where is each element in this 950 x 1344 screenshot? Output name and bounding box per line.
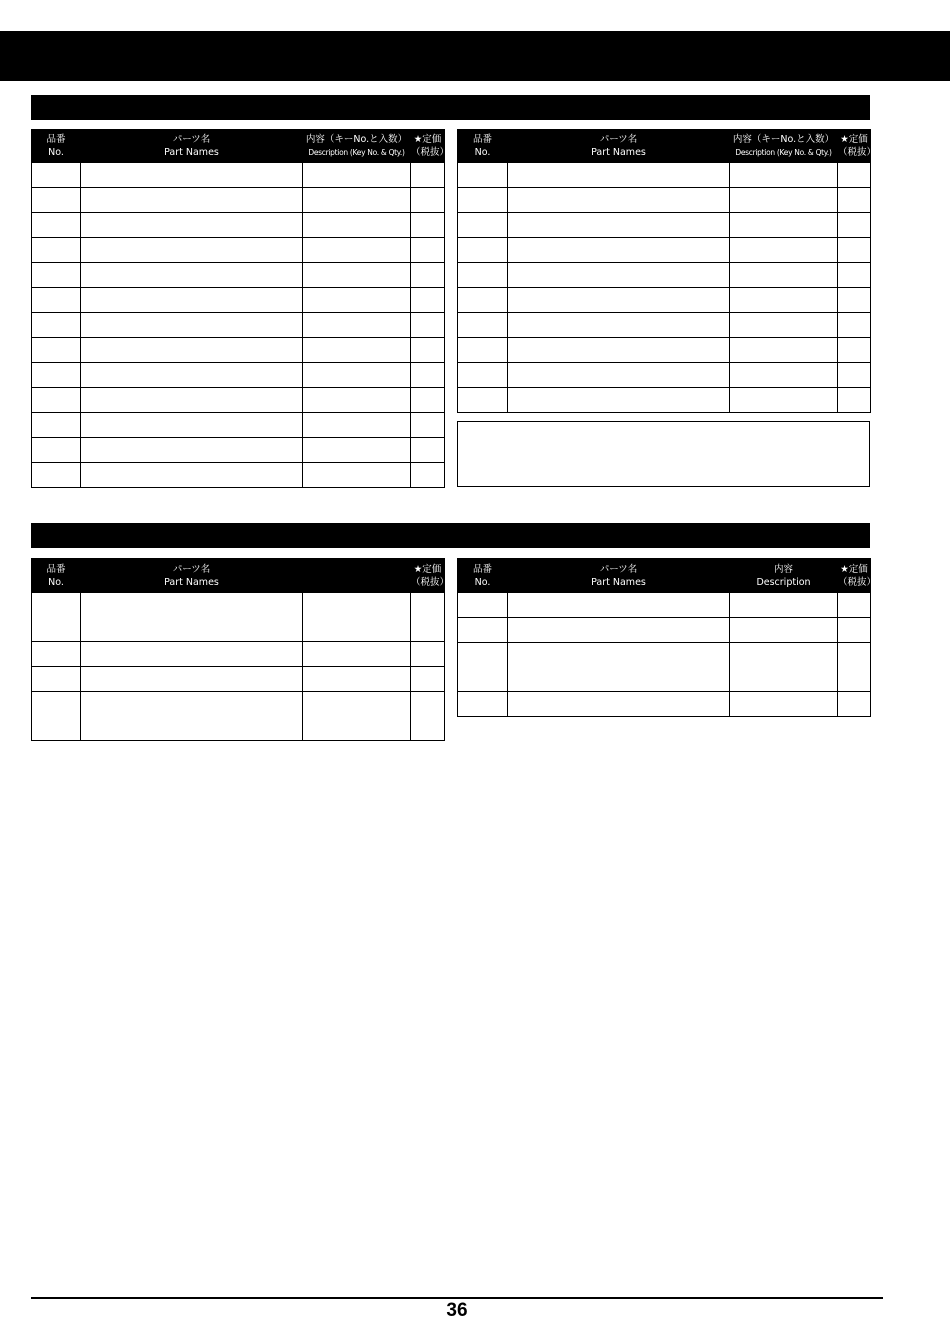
parts-table-3 (31, 558, 450, 741)
table-row (458, 363, 871, 388)
table-row (32, 363, 445, 388)
table-row (32, 667, 445, 692)
table-row (458, 213, 871, 238)
section-bar-2 (31, 523, 870, 548)
col-no-header: 品番 No. (458, 130, 508, 163)
parts-table-1 (31, 129, 450, 488)
footer-rule (31, 1297, 883, 1299)
table-row (32, 188, 445, 213)
table-row (32, 413, 445, 438)
table-row (458, 313, 871, 338)
col-desc-header: 内容（キーNo.と入数） Description (Key No. & Qty.) (730, 130, 838, 163)
table-row (458, 263, 871, 288)
table-row (32, 313, 445, 338)
table-row (458, 388, 871, 413)
col-name-header: パーツ名 Part Names (508, 130, 730, 163)
parts-table-2 (457, 129, 877, 413)
table-row (32, 463, 445, 488)
col-name-header: パーツ名 Part Names (508, 559, 730, 593)
table-row (32, 388, 445, 413)
col-name-header: パーツ名 Part Names (81, 130, 303, 163)
parts-table-4 (457, 558, 877, 717)
col-price-header: ★定価 （税抜） (838, 559, 871, 593)
section-bar-1 (31, 95, 870, 120)
table-row (32, 288, 445, 313)
table-row (458, 643, 871, 692)
col-price-header: ★定価 （税抜） (411, 559, 445, 593)
table-row (458, 618, 871, 643)
table-row (458, 692, 871, 717)
table-row (32, 593, 445, 642)
table-row (32, 163, 445, 188)
table-row (32, 238, 445, 263)
table-row (32, 263, 445, 288)
col-no-header: 品番 No. (32, 130, 81, 163)
table-row (32, 642, 445, 667)
table-row (32, 213, 445, 238)
col-no-header: 品番 No. (458, 559, 508, 593)
col-desc-header: 内容 Description (730, 559, 838, 593)
table-row (32, 692, 445, 741)
col-price-header: ★定価 （税抜） (411, 130, 445, 163)
col-name-header: パーツ名 Part Names (81, 559, 303, 593)
col-no-header: 品番 No. (32, 559, 81, 593)
note-box (457, 421, 870, 487)
table-row (458, 593, 871, 618)
table-row (458, 163, 871, 188)
top-banner (0, 31, 950, 81)
table-row (32, 438, 445, 463)
page-number: 36 (446, 1300, 468, 1321)
col-desc-header: 内容（キーNo.と入数） Description (Key No. & Qty.) (303, 130, 411, 163)
col-desc-header (303, 559, 411, 593)
table-row (458, 338, 871, 363)
table-row (32, 338, 445, 363)
table-row (458, 188, 871, 213)
col-price-header: ★定価 （税抜） (838, 130, 871, 163)
table-row (458, 238, 871, 263)
table-row (458, 288, 871, 313)
